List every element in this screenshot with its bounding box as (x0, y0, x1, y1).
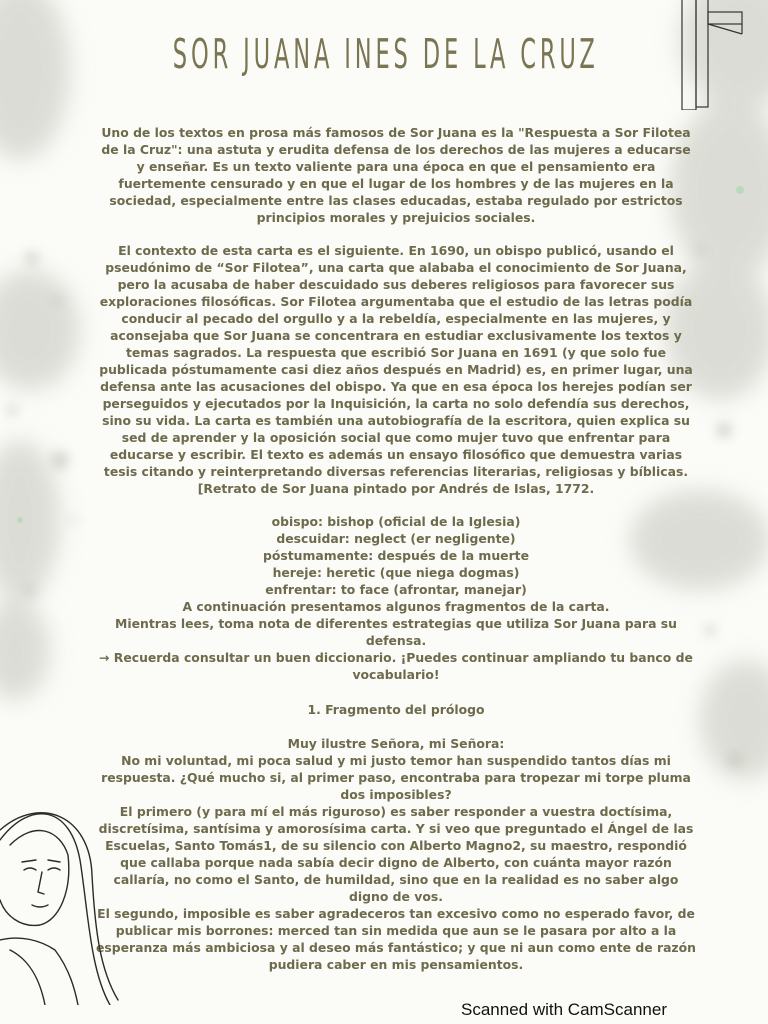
page-title: SOR JUANA INES DE LA CRUZ (172, 30, 599, 78)
intro-paragraph (96, 124, 696, 226)
vocab-item: descuidar: neglect (er negligente) (276, 531, 516, 546)
vocab-item: obispo: bishop (oficial de la Iglesia) (271, 514, 521, 529)
instruction-line: Mientras lees, toma nota de diferentes estrategias que utiliza Sor Juana para su defensa. (115, 616, 677, 648)
fragment-paragraph: El segundo, imposible es saber agradeceros tan excesivo como no esperado favor, de publicar mis borrones: merced tan sin medida que aun se le pasara por alto a la esperanza más ambiciosa y al deseo más fantástico; y que ni aun como ente de razón pudiera caber en mis pensamientos. (96, 906, 696, 972)
salutation: Muy ilustre Señora, mi Señora: (287, 736, 505, 751)
portrait-caption: [Retrato de Sor Juana pintado por Andrés de Islas, 1772. (197, 481, 595, 496)
instruction-line: → Recuerda consultar un buen diccionario. ¡Puedes continuar ampliando tu banco de vocabulario! (99, 650, 693, 682)
fragment-section (96, 701, 696, 973)
fragment-paragraph: No mi voluntad, mi poca salud y mi justo temor han suspendido tantos días mi respuesta. ¿Qué mucho si, al primer paso, encontraba para tropezar mi torpe pluma dos imposibles? (101, 753, 691, 802)
instruction-line: A continuación presentamos algunos fragmentos de la carta. (182, 599, 610, 614)
fragment-paragraph: El primero (y para mí el más riguroso) es saber responder a vuestra doctísima, discretísima, santísima y amorosísima carta. Y si veo que preguntado el Ángel de las Escuelas, Santo Tomás1, de su silencio con Alberto Magno2, su maestro, respondió que callaba porque nada sabía decir digno de Alberto, con cuánta mayor razón callaría, no como el Santo, de humildad, sino que en la realidad es no saber algo digno de vos. (98, 804, 694, 904)
scanner-watermark: Scanned with CamScanner (461, 1000, 668, 1019)
intro-text: Uno de los textos en prosa más famosos de Sor Juana es la "Respuesta a Sor Filotea de la Cruz": una astuta y erudita defensa de los derechos de las mujeres a educarse y enseñar. Es un texto valiente para una época en que el pensamiento era fuertemente censurado y en que el lugar de los hombres y de las mujeres en la sociedad, especialmente entre las clases educadas, estaba regulado por estrictos principios morales y prejuicios sociales. (101, 125, 691, 225)
context-text: El contexto de esta carta es el siguiente. En 1690, un obispo publicó, usando el pseudónimo de “Sor Filotea”, una carta que alababa el conocimiento de Sor Juana, pero la acusaba de haber descuidado sus deberes religiosos para favorecer sus exploraciones filosóficas. Sor Filotea argumentaba que el estudio de las letras podía conducir al pecado del orgullo y a la rebeldía, especialmente en las mujeres, y aconsejaba que Sor Juana se concentrara en estudiar exclusivamente los textos y temas sagrados. La respuesta que escribió Sor Juana en 1691 (y que solo fue publicada póstumamente casi diez años después en Madrid) es, en primer lugar, una defensa ante las acusaciones del obispo. Ya que en esa época los herejes podían ser perseguidos y ejecutados por la Inquisición, la carta no solo defendía sus derechos, sino su vida. La carta es también una autobiografía de la escritora, quien explica su sed de aprender y la oposición social que como mujer tuvo que enfrentar para educarse y escribir. El texto es además un ensayo filosófico que demuestra varias tesis citando y reinterpretando diversas referencias literarias, religiosas y bíblicas. (99, 243, 693, 479)
cross-icon (672, 0, 752, 110)
section-heading: 1. Fragmento del prólogo (307, 702, 485, 717)
vocab-item: hereje: heretic (que niega dogmas) (272, 565, 520, 580)
nun-portrait-illustration (0, 800, 120, 1005)
vocab-item: póstumamente: después de la muerte (262, 548, 530, 563)
context-paragraph (96, 242, 696, 497)
vocabulary-list (96, 513, 696, 683)
vocab-item: enfrentar: to face (afrontar, manejar) (265, 582, 527, 597)
